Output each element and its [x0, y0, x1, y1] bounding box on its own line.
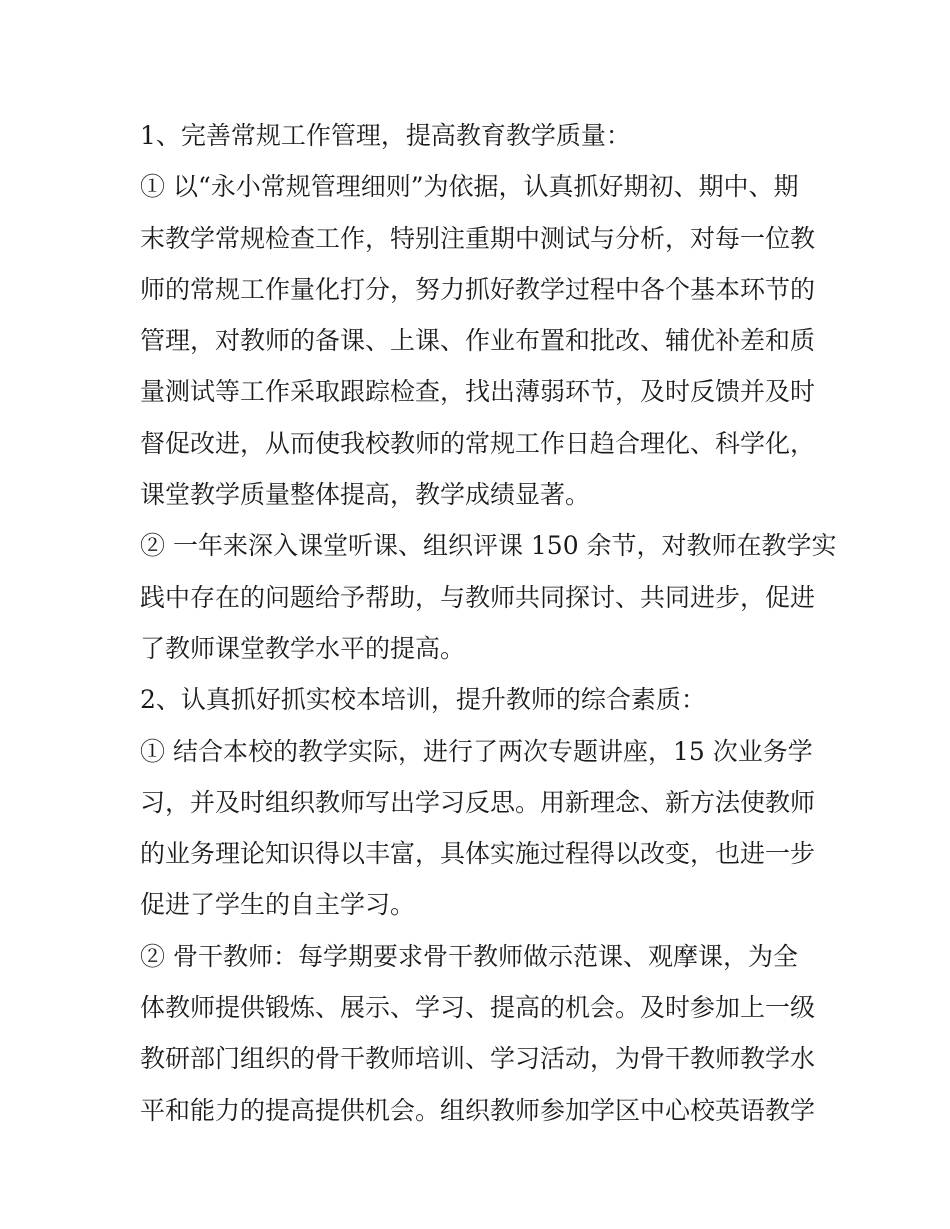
paragraph-line: ② 一年来深入课堂听课、组织评课 150 余节，对教师在教学实 [140, 531, 837, 561]
paragraph-line: ① 结合本校的教学实际，进行了两次专题讲座，15 次业务学 [140, 736, 813, 766]
section-heading-2: 2、认真抓好抓实校本培训，提升教师的综合素质： [140, 685, 706, 715]
paragraph-line: 课堂教学质量整体提高，教学成绩显著。 [140, 480, 591, 510]
paragraph-line: ① 以“永小常规管理细则”为依据，认真抓好期初、期中、期 [140, 172, 799, 202]
paragraph-line: 量测试等工作采取跟踪检查，找出薄弱环节，及时反馈并及时 [140, 377, 816, 407]
paragraph-line: 督促改进，从而使我校教师的常规工作日趋合理化、科学化， [140, 428, 816, 458]
paragraph-line: 践中存在的问题给予帮助，与教师共同探讨、共同进步，促进 [140, 582, 816, 612]
paragraph-line: 平和能力的提高提供机会。组织教师参加学区中心校英语教学 [140, 1095, 816, 1125]
paragraph-line: ② 骨干教师：每学期要求骨干教师做示范课、观摩课，为全 [140, 941, 798, 971]
paragraph-line: 管理，对教师的备课、上课、作业布置和批改、辅优补差和质 [140, 326, 816, 356]
paragraph-line: 了教师课堂教学水平的提高。 [140, 633, 466, 663]
paragraph-line: 习，并及时组织教师写出学习反思。用新理念、新方法使教师 [140, 787, 816, 817]
paragraph-line: 体教师提供锻炼、展示、学习、提高的机会。及时参加上一级 [140, 993, 816, 1023]
paragraph-line: 末教学常规检查工作，特别注重期中测试与分析，对每一位教 [140, 223, 816, 253]
paragraph-line: 促进了学生的自主学习。 [140, 890, 416, 920]
document-body [140, 110, 837, 1136]
section-heading-1: 1、完善常规工作管理，提高教育教学质量： [140, 121, 631, 150]
paragraph-line: 教研部门组织的骨干教师培训、学习活动，为骨干教师教学水 [140, 1044, 816, 1074]
paragraph-line: 的业务理论知识得以丰富，具体实施过程得以改变，也进一步 [140, 839, 816, 869]
paragraph-line: 师的常规工作量化打分，努力抓好教学过程中各个基本环节的 [140, 274, 816, 304]
